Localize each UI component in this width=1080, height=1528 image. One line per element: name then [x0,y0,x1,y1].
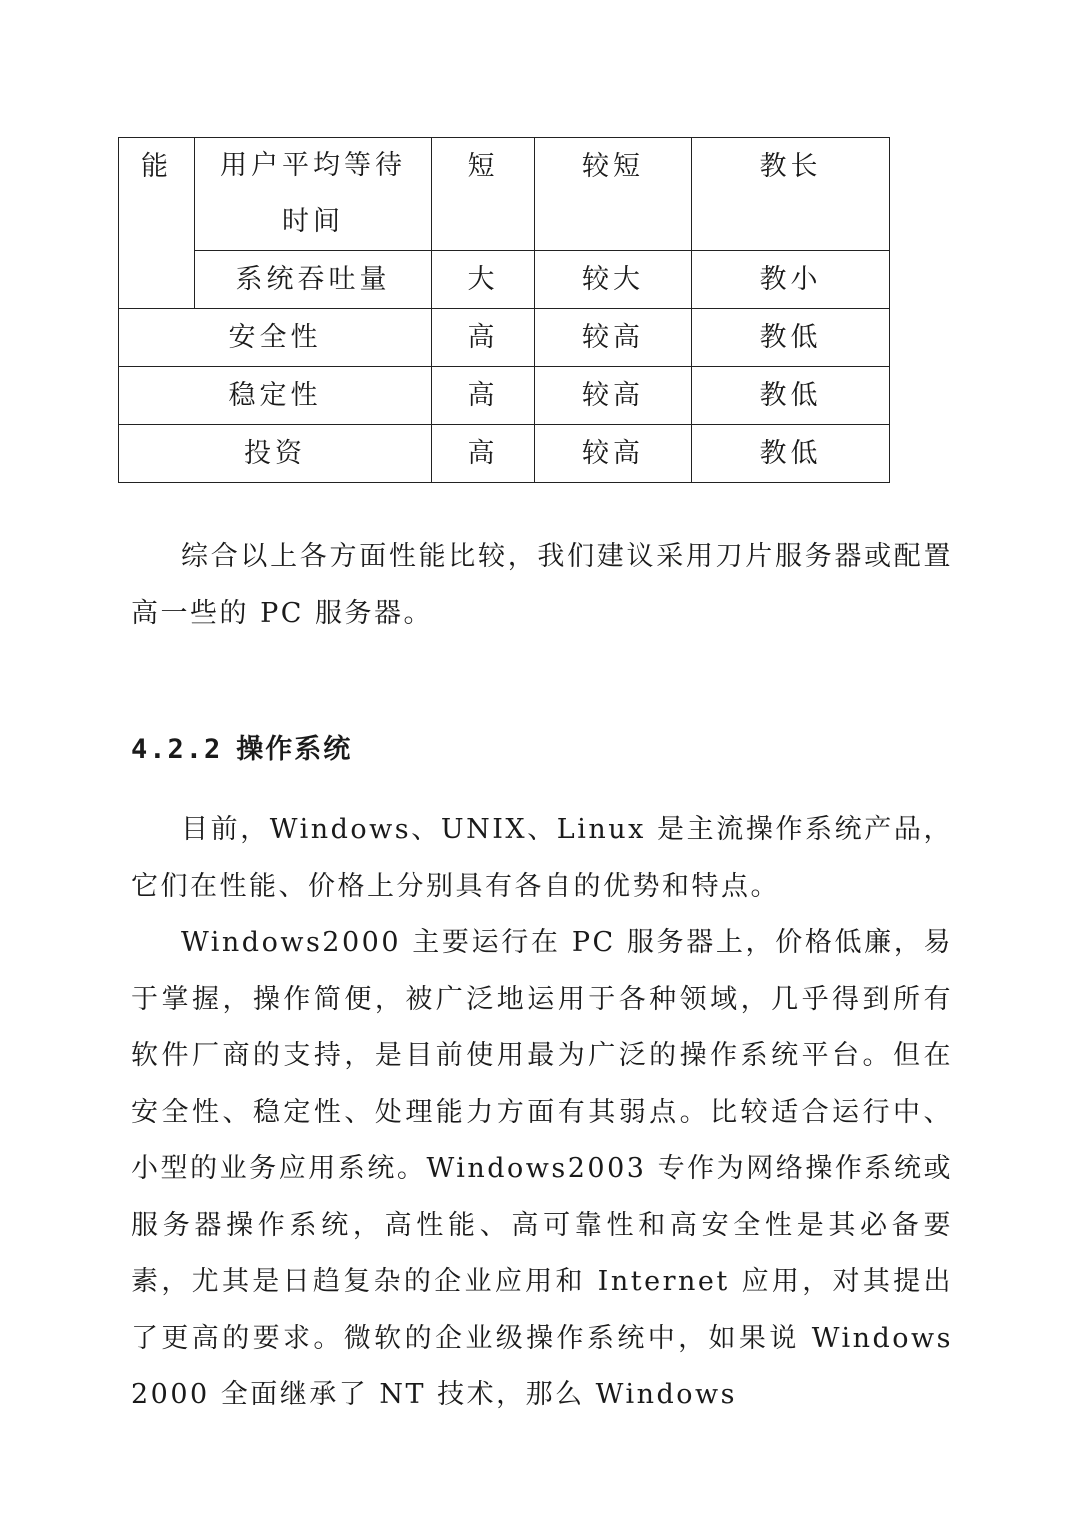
value-cell: 高 [432,425,535,483]
value-cell: 教低 [692,309,890,367]
category-cell: 能 [119,138,195,309]
value-cell: 较大 [535,251,692,309]
metric-cell: 系统吞吐量 [195,251,432,309]
value-cell: 短 [432,138,535,251]
value-cell: 较高 [535,425,692,483]
metric-cell: 投资 [119,425,432,483]
table-row [119,367,890,425]
metric-cell: 稳定性 [119,367,432,425]
value-cell: 高 [432,367,535,425]
summary-paragraph: 综合以上各方面性能比较，我们建议采用刀片服务器或配置高一些的 PC 服务器。 [131,541,953,629]
table-row [119,138,890,251]
value-cell: 较短 [535,138,692,251]
section-title: 操作系统 [236,734,353,765]
value-cell: 教低 [692,367,890,425]
metric-cell: 用户平均等待时间 [195,138,432,251]
value-cell: 高 [432,309,535,367]
windows-paragraph: Windows2000 主要运行在 PC 服务器上，价格低廉，易于掌握，操作简便，被广泛地运用于各种领域，几乎得到所有软件厂商的支持，是目前使用最为广泛的操作系统平台。但在安全性、稳定性、处理能力方面有其弱点。比较适合运行中、小型的业务应用系统。Windows2003 专作为网络操作系统或服务器操作系统，高性能、高可靠性和高安全性是其必备要素，尤其是日趋复杂的企业应用和 Internet 应用，对其提出了更高的要求。微软的企业级操作系统中，如果说 Windows 2000 全面继承了 NT 技术，那么 Windows [131,927,953,1410]
section-number: 4.2.2 [131,734,223,765]
metric-cell: 安全性 [119,309,432,367]
value-cell: 教小 [692,251,890,309]
value-cell: 大 [432,251,535,309]
value-cell: 教长 [692,138,890,251]
table-row [119,309,890,367]
value-cell: 较高 [535,309,692,367]
value-cell: 较高 [535,367,692,425]
section-heading [131,722,352,778]
table-row [119,425,890,483]
table-row [119,251,890,309]
comparison-table [118,137,890,483]
value-cell: 教低 [692,425,890,483]
intro-paragraph: 目前，Windows、UNIX、Linux 是主流操作系统产品，它们在性能、价格上分别具有各自的优势和特点。 [131,814,953,902]
